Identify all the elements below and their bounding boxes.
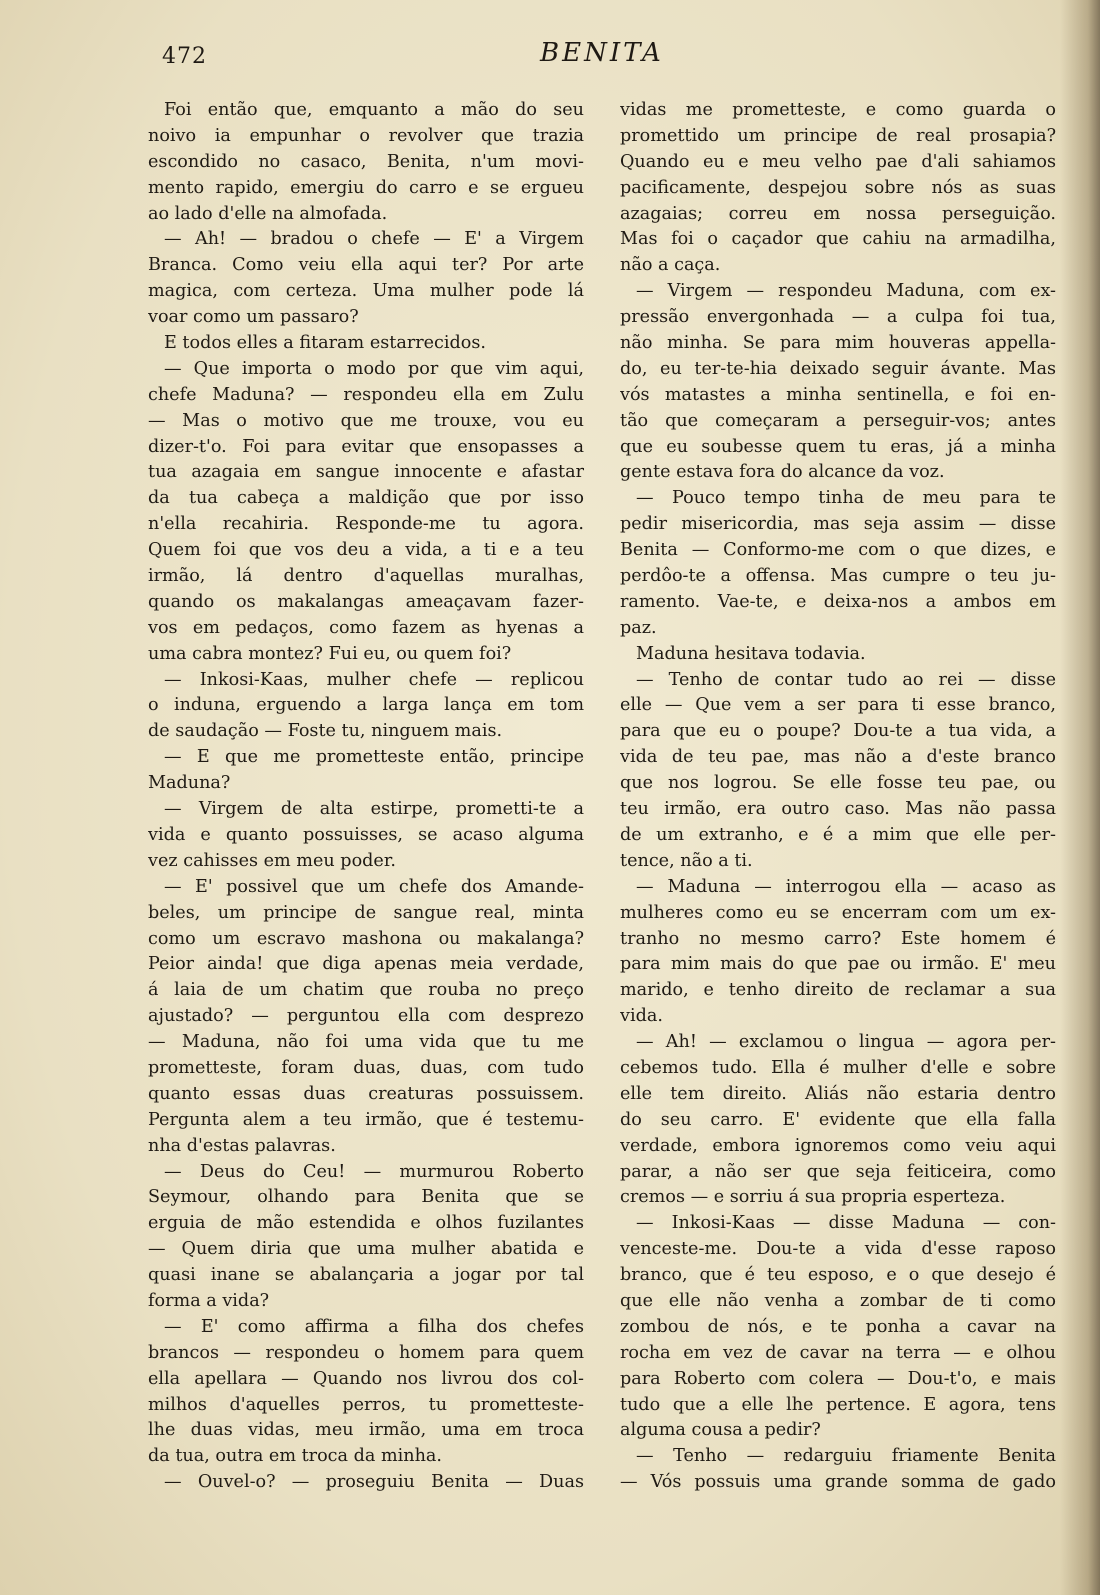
text-line: elle — Que vem a ser para ti esse branco, xyxy=(620,695,1056,716)
text-line: marido, e tenho direito de reclamar a sua xyxy=(620,980,1056,1001)
text-line: prometteste, foram duas, duas, com tudo xyxy=(148,1057,584,1078)
text-line: da tua cabeça a maldição que por isso xyxy=(148,488,584,509)
text-line: elle tem direito. Aliás não estaria dentro xyxy=(620,1083,1056,1104)
text-line: lhe duas vidas, meu irmão, uma em troca xyxy=(148,1420,584,1441)
text-line: Seymour, olhando para Benita que se xyxy=(148,1187,584,1208)
text-line: — E que me prometteste então, principe xyxy=(164,747,584,768)
text-line: uma cabra montez? Fui eu, ou quem foi? xyxy=(148,643,512,664)
text-line: — E' como affirma a filha dos chefes xyxy=(164,1316,584,1337)
text-line: — Virgem — respondeu Maduna, com ex- xyxy=(636,281,1056,302)
text-line: erguia de mão estendida e olhos fuzilantes xyxy=(148,1213,584,1234)
text-line: quanto essas duas creaturas possuissem. xyxy=(148,1083,584,1104)
text-line: Quando eu e meu velho pae d'ali sahiamos xyxy=(620,151,1056,172)
text-line: forma a vida? xyxy=(148,1290,270,1311)
text-line: — Tenho — redarguiu friamente Benita xyxy=(636,1446,1056,1467)
text-line: Mas foi o caçador que cahiu na armadilha, xyxy=(620,229,1056,250)
text-line: que nos logrou. Se elle fosse teu pae, ou xyxy=(620,773,1056,794)
text-line: — Inkosi-Kaas, mulher chefe — replicou xyxy=(164,669,584,690)
running-title: BENITA xyxy=(540,38,664,68)
text-line: da tua, outra em troca da minha. xyxy=(148,1446,442,1467)
text-line: cebemos tudo. Ella é mulher d'elle e sobre xyxy=(620,1057,1056,1078)
text-line: promettido um principe de real prosapia? xyxy=(620,125,1056,146)
text-line: brancos — respondeu o homem para quem xyxy=(148,1342,584,1363)
text-line: venceste-me. Dou-te a vida d'esse raposo xyxy=(620,1239,1056,1260)
text-line: verdade, embora ignoremos como veiu aqui xyxy=(620,1135,1056,1156)
text-line: n'ella recahiria. Responde-me tu agora. xyxy=(148,514,584,535)
text-line: — Pouco tempo tinha de meu para te xyxy=(636,488,1056,509)
text-line: Benita — Conformo-me com o que dizes, e xyxy=(620,540,1056,561)
text-line: perdôo-te a offensa. Mas cumpre o teu ju- xyxy=(620,566,1056,587)
text-line: — Tenho de contar tudo ao rei — disse xyxy=(636,669,1056,690)
text-line: — Inkosi-Kaas — disse Maduna — con- xyxy=(636,1213,1056,1234)
text-line: pedir misericordia, mas seja assim — disse xyxy=(620,514,1056,535)
text-line: — Ah! — exclamou o lingua — agora per- xyxy=(636,1032,1056,1053)
text-line: paz. xyxy=(620,617,657,638)
text-line: para mim mais do que pae ou irmão. E' meu xyxy=(620,954,1056,975)
page-edge-shadow xyxy=(1060,0,1100,1595)
text-line: vida e quanto possuisses, se acaso alguma xyxy=(148,824,584,845)
text-line: pressão envergonhada — a culpa foi tua, xyxy=(620,307,1056,328)
text-line: zombou de nós, e te ponha a cavar na xyxy=(620,1316,1056,1337)
text-line: ramento. Vae-te, e deixa-nos a ambos em xyxy=(620,591,1056,612)
text-line: teu irmão, era outro caso. Mas não passa xyxy=(620,799,1056,820)
text-line: ao lado d'elle na almofada. xyxy=(148,203,388,224)
text-line: E todos elles a fitaram estarrecidos. xyxy=(164,333,487,354)
text-line: mulheres como eu se encerram com um ex- xyxy=(620,902,1056,923)
text-line: milhos d'aquelles perros, tu prometteste- xyxy=(148,1394,584,1415)
text-line: o induna, erguendo a larga lança em tom xyxy=(148,695,584,716)
text-line: escondido no casaco, Benita, n'um movi- xyxy=(148,151,584,172)
left-text-column xyxy=(148,98,584,1496)
text-line: Foi então que, emquanto a mão do seu xyxy=(164,100,584,120)
text-line: — Ah! — bradou o chefe — E' a Virgem xyxy=(164,229,584,250)
text-line: noivo ia empunhar o revolver que trazia xyxy=(148,125,584,146)
text-line: vez cahisses em meu poder. xyxy=(148,850,396,871)
text-line: Maduna hesitava todavia. xyxy=(636,643,866,664)
text-line: pacificamente, despejou sobre nós as suas xyxy=(620,177,1056,198)
text-line: Peior ainda! que diga apenas meia verdade, xyxy=(148,954,584,975)
text-line: — Vós possuis uma grande somma de gado xyxy=(620,1472,1056,1493)
text-line: que elle não venha a zombar de ti como xyxy=(620,1290,1056,1311)
text-line: chefe Maduna? — respondeu ella em Zulu xyxy=(148,384,584,405)
text-line: vidas me prometteste, e como guarda o xyxy=(620,100,1056,120)
text-line: como um escravo mashona ou makalanga? xyxy=(148,928,584,949)
text-line: do, eu ter-te-hia deixado seguir ávante. Mas xyxy=(620,358,1056,379)
text-line: azagaias; correu em nossa perseguição. xyxy=(620,203,1056,224)
text-line: que eu soubesse quem tu eras, já a minha xyxy=(620,436,1056,457)
text-line: para Roberto com colera — Dou-t'o, e mais xyxy=(620,1368,1056,1389)
text-line: — Maduna, não foi uma vida que tu me xyxy=(148,1032,584,1053)
text-line: Maduna? xyxy=(148,773,231,794)
text-line: parar, a não ser que seja feiticeira, como xyxy=(620,1161,1056,1182)
text-line: de um extranho, e é a mim que elle per- xyxy=(620,824,1056,845)
text-line: voar como um passaro? xyxy=(148,307,359,328)
text-line: não a caça. xyxy=(620,255,721,276)
text-line: cremos — e sorriu á sua propria esperteza. xyxy=(620,1187,1006,1208)
text-line: Quem foi que vos deu a vida, a ti e a teu xyxy=(148,540,584,561)
text-line: vos em pedaços, como fazem as hyenas a xyxy=(148,617,584,638)
text-line: tranho no mesmo carro? Este homem é xyxy=(620,928,1056,949)
text-line: não minha. Se para mim houveras appella- xyxy=(620,333,1056,354)
text-line: — Quem diria que uma mulher abatida e xyxy=(148,1239,584,1260)
text-line: tua azagaia em sangue innocente e afastar xyxy=(148,462,584,483)
text-line: beles, um principe de sangue real, minta xyxy=(148,902,584,923)
text-line: quando os makalangas ameaçavam fazer- xyxy=(148,591,584,612)
text-line: á laia de um chatim que rouba no preço xyxy=(148,980,584,1001)
text-line: vida. xyxy=(620,1006,663,1027)
text-line: mento rapido, emergiu do carro e se ergueu xyxy=(148,177,584,198)
text-line: ella apellara — Quando nos livrou dos col- xyxy=(148,1368,584,1389)
text-line: — Ouvel-o? — proseguiu Benita — Duas xyxy=(164,1472,584,1493)
text-line: — Que importa o modo por que vim aqui, xyxy=(164,358,584,379)
text-line: irmão, lá dentro d'aquellas muralhas, xyxy=(148,566,584,587)
text-line: quasi inane se abalançaria a jogar por tal xyxy=(148,1265,584,1286)
text-line: tudo que a elle lhe pertence. E agora, tens xyxy=(620,1394,1056,1415)
text-line: gente estava fora do alcance da voz. xyxy=(620,462,945,483)
text-line: — Virgem de alta estirpe, prometti-te a xyxy=(164,799,584,820)
text-line: vida de teu pae, mas não a d'este branco xyxy=(620,747,1056,768)
text-line: vós matastes a minha sentinella, e foi en- xyxy=(620,384,1056,405)
text-line: ajustado? — perguntou ella com desprezo xyxy=(148,1006,584,1027)
text-line: rocha em vez de cavar na terra — e olhou xyxy=(620,1342,1056,1363)
text-line: dizer-t'o. Foi para evitar que ensopasses a xyxy=(148,436,584,457)
text-line: — Deus do Ceu! — murmurou Roberto xyxy=(164,1161,584,1182)
text-line: Pergunta alem a teu irmão, que é testemu- xyxy=(148,1109,584,1130)
text-line: de saudação — Foste tu, ninguem mais. xyxy=(148,721,503,742)
text-line: do seu carro. E' evidente que ella falla xyxy=(620,1109,1056,1130)
text-line: nha d'estas palavras. xyxy=(148,1135,336,1156)
text-line: alguma cousa a pedir? xyxy=(620,1420,821,1441)
text-line: magica, com certeza. Uma mulher pode lá xyxy=(148,281,584,302)
text-line: tence, não a ti. xyxy=(620,850,753,871)
text-line: Branca. Como veiu ella aqui ter? Por arte xyxy=(148,255,584,276)
text-line: — Maduna — interrogou ella — acaso as xyxy=(636,876,1056,897)
text-line: — Mas o motivo que me trouxe, vou eu xyxy=(148,410,584,431)
text-line: para que eu o poupe? Dou-te a tua vida, a xyxy=(620,721,1056,742)
text-line: tão que começaram a perseguir-vos; antes xyxy=(620,410,1056,431)
text-line: — E' possivel que um chefe dos Amande- xyxy=(164,876,584,897)
page-number: 472 xyxy=(162,44,207,69)
text-line: branco, que é teu esposo, e o que desejo é xyxy=(620,1265,1056,1286)
right-text-column xyxy=(620,98,1056,1496)
